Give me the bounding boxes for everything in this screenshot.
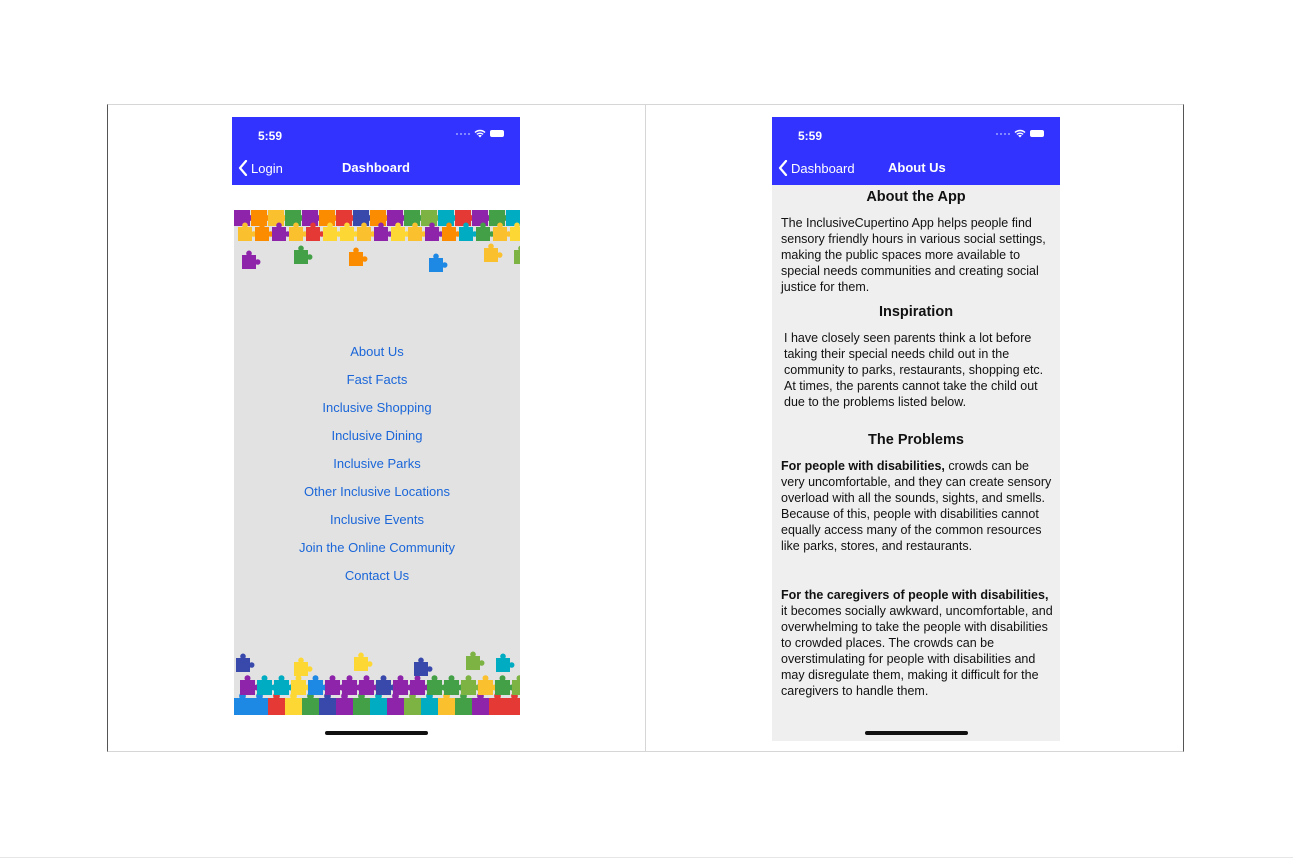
- puzzle-piece: [240, 675, 260, 695]
- puzzle-piece: [444, 675, 464, 695]
- problem-caregivers-body: it becomes socially awkward, uncomfortable, and overwhelming to take the people with disabilities to crowded places. The crowds can be overstimulating for people with disabilities and may disregulate them, making it difficult for the caregivers to handle them.: [781, 604, 1053, 698]
- puzzle-background: [234, 210, 520, 715]
- menu-inclusive-events[interactable]: Inclusive Events: [330, 512, 424, 527]
- menu-inclusive-dining[interactable]: Inclusive Dining: [331, 428, 423, 443]
- puzzle-piece: [354, 653, 372, 671]
- menu-about-us[interactable]: About Us: [350, 344, 404, 359]
- puzzle-piece: [478, 675, 498, 695]
- back-label: Dashboard: [791, 160, 855, 176]
- puzzle-piece: [414, 658, 432, 676]
- puzzle-piece: [484, 244, 502, 262]
- status-icons: [996, 129, 1044, 138]
- about-heading: About the App: [866, 189, 966, 205]
- back-label: Login: [251, 160, 283, 176]
- menu-inclusive-shopping[interactable]: Inclusive Shopping: [322, 400, 432, 415]
- puzzle-piece: [495, 675, 515, 695]
- puzzle-piece: [325, 675, 345, 695]
- puzzle-piece: [294, 246, 312, 264]
- status-time: 5:59: [258, 129, 283, 143]
- problems-heading: The Problems: [868, 432, 964, 448]
- dashboard-screen: [232, 117, 520, 742]
- cellular-icon: [996, 133, 1010, 135]
- puzzle-piece: [342, 675, 362, 695]
- menu-contact-us[interactable]: Contact Us: [344, 568, 410, 583]
- problem-caregivers-bold: For the caregivers of people with disabilities,: [781, 588, 1049, 602]
- about-us-screen: [772, 117, 1060, 741]
- back-button[interactable]: [778, 160, 855, 176]
- status-icons: [456, 129, 504, 138]
- puzzle-piece: [291, 675, 311, 695]
- menu-inclusive-parks[interactable]: Inclusive Parks: [333, 456, 421, 471]
- navigation-bar: [232, 117, 520, 185]
- puzzle-piece: [242, 251, 260, 269]
- battery-icon: [490, 130, 504, 137]
- chevron-left-icon: [778, 160, 788, 176]
- puzzle-piece: [429, 254, 447, 272]
- dashboard-menu: [234, 338, 520, 590]
- puzzle-piece: [410, 675, 430, 695]
- puzzle-piece: [274, 675, 294, 695]
- puzzle-piece: [308, 675, 328, 695]
- page-title: About Us: [888, 160, 946, 175]
- wifi-icon: [474, 129, 486, 138]
- menu-fast-facts[interactable]: Fast Facts: [346, 372, 408, 387]
- menu-join-online-community[interactable]: Join the Online Community: [298, 540, 456, 555]
- puzzle-piece: [349, 248, 367, 266]
- puzzle-piece: [376, 675, 396, 695]
- home-indicator[interactable]: [325, 731, 428, 735]
- navigation-bar: [772, 117, 1060, 185]
- inspiration-heading: Inspiration: [878, 304, 954, 320]
- puzzle-piece: [512, 675, 520, 695]
- home-indicator[interactable]: [865, 731, 968, 735]
- puzzle-piece: [496, 654, 514, 672]
- frame-divider: [645, 104, 646, 752]
- problem-people-text: [781, 458, 1056, 554]
- puzzle-piece: [461, 675, 481, 695]
- menu-other-inclusive-locations[interactable]: Other Inclusive Locations: [304, 484, 450, 499]
- status-time: 5:59: [798, 129, 823, 143]
- cellular-icon: [456, 133, 470, 135]
- problem-people-bold: For people with disabilities,: [781, 459, 945, 473]
- puzzle-piece: [294, 658, 312, 676]
- bottom-rule: [0, 857, 1293, 858]
- puzzle-piece: [466, 652, 484, 670]
- wifi-icon: [1014, 129, 1026, 138]
- about-text: The InclusiveCupertino App helps people find sensory friendly hours in various social settings, making the public spaces more available to special needs communities and creating social justice for them.: [781, 216, 1046, 294]
- problem-people-body: crowds can be very uncomfortable, and they can create sensory overload with all the sounds, sights, and smells. Because of this, people with disabilities cannot equally access many of the common resources like parks, stores, and restaurants.: [781, 459, 1052, 553]
- puzzle-piece: [427, 675, 447, 695]
- puzzle-piece: [514, 246, 520, 264]
- inspiration-text: I have closely seen parents think a lot before taking their special needs child out in the community to parks, restaurants, shopping etc. At times, the parents cannot take the child out due to the problems listed below.: [784, 331, 1044, 409]
- puzzle-piece: [359, 675, 379, 695]
- battery-icon: [1030, 130, 1044, 137]
- puzzle-piece: [236, 654, 254, 672]
- puzzle-piece: [393, 675, 413, 695]
- page-title: Dashboard: [342, 160, 410, 175]
- puzzle-piece: [506, 693, 520, 715]
- puzzle-piece: [257, 675, 277, 695]
- problem-caregivers-text: [781, 587, 1056, 699]
